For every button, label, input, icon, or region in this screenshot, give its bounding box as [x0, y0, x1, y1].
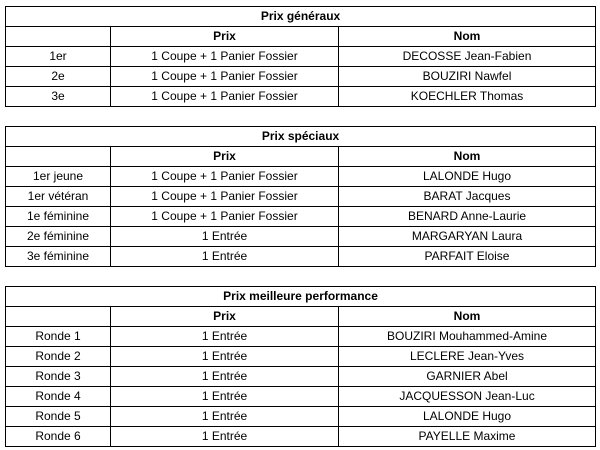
header-blank-cell [6, 147, 111, 167]
table-title: Prix généraux [6, 7, 596, 27]
rank-cell: 1er [6, 47, 111, 67]
prize-cell: 1 Entrée [111, 387, 339, 407]
table-row [6, 67, 596, 87]
table-header-row [6, 307, 596, 327]
table-row [6, 47, 596, 67]
prix-speciaux-table [5, 126, 596, 267]
table-row [6, 207, 596, 227]
rank-cell: Ronde 6 [6, 427, 111, 447]
name-cell: PAYELLE Maxime [339, 427, 596, 447]
rank-cell: 2e féminine [6, 227, 111, 247]
rank-cell: Ronde 4 [6, 387, 111, 407]
rank-cell: Ronde 2 [6, 347, 111, 367]
name-cell: LALONDE Hugo [339, 167, 596, 187]
prize-cell: 1 Entrée [111, 247, 339, 267]
name-cell: BOUZIRI Nawfel [339, 67, 596, 87]
table-title-row [6, 127, 596, 147]
prize-cell: 1 Entrée [111, 327, 339, 347]
header-prix-cell: Prix [111, 147, 339, 167]
table-row [6, 167, 596, 187]
table-row [6, 347, 596, 367]
table-title: Prix meilleure performance [6, 287, 596, 307]
prize-cell: 1 Coupe + 1 Panier Fossier [111, 47, 339, 67]
table-header-row [6, 147, 596, 167]
name-cell: BENARD Anne-Laurie [339, 207, 596, 227]
name-cell: BARAT Jacques [339, 187, 596, 207]
prize-cell: 1 Coupe + 1 Panier Fossier [111, 207, 339, 227]
header-nom-cell: Nom [339, 27, 596, 47]
rank-cell: Ronde 3 [6, 367, 111, 387]
rank-cell: Ronde 5 [6, 407, 111, 427]
prize-cell: 1 Entrée [111, 367, 339, 387]
name-cell: MARGARYAN Laura [339, 227, 596, 247]
table-row [6, 327, 596, 347]
prize-cell: 1 Coupe + 1 Panier Fossier [111, 67, 339, 87]
header-nom-cell: Nom [339, 307, 596, 327]
name-cell: DECOSSE Jean-Fabien [339, 47, 596, 67]
header-nom-cell: Nom [339, 147, 596, 167]
name-cell: BOUZIRI Mouhammed-Amine [339, 327, 596, 347]
rank-cell: 2e [6, 67, 111, 87]
table-row [6, 87, 596, 107]
rank-cell: 3e féminine [6, 247, 111, 267]
table-title-row [6, 7, 596, 27]
name-cell: PARFAIT Eloise [339, 247, 596, 267]
rank-cell: 1e féminine [6, 207, 111, 227]
prize-cell: 1 Coupe + 1 Panier Fossier [111, 167, 339, 187]
table-row [6, 387, 596, 407]
prize-cell: 1 Entrée [111, 347, 339, 367]
table-row [6, 187, 596, 207]
prix-generaux-table [5, 6, 596, 107]
table-row [6, 227, 596, 247]
table-title-row [6, 287, 596, 307]
rank-cell: Ronde 1 [6, 327, 111, 347]
table-row [6, 367, 596, 387]
table-row [6, 247, 596, 267]
prize-cell: 1 Entrée [111, 227, 339, 247]
prize-cell: 1 Entrée [111, 407, 339, 427]
header-prix-cell: Prix [111, 27, 339, 47]
table-row [6, 427, 596, 447]
name-cell: LALONDE Hugo [339, 407, 596, 427]
rank-cell: 1er vétéran [6, 187, 111, 207]
name-cell: JACQUESSON Jean-Luc [339, 387, 596, 407]
prize-cell: 1 Coupe + 1 Panier Fossier [111, 187, 339, 207]
header-blank-cell [6, 27, 111, 47]
header-prix-cell: Prix [111, 307, 339, 327]
name-cell: KOECHLER Thomas [339, 87, 596, 107]
rank-cell: 3e [6, 87, 111, 107]
header-blank-cell [6, 307, 111, 327]
prize-cell: 1 Entrée [111, 427, 339, 447]
name-cell: LECLERE Jean-Yves [339, 347, 596, 367]
table-row [6, 407, 596, 427]
table-header-row [6, 27, 596, 47]
name-cell: GARNIER Abel [339, 367, 596, 387]
rank-cell: 1er jeune [6, 167, 111, 187]
prize-cell: 1 Coupe + 1 Panier Fossier [111, 87, 339, 107]
table-title: Prix spéciaux [6, 127, 596, 147]
prix-meilleure-performance-table [5, 286, 596, 447]
